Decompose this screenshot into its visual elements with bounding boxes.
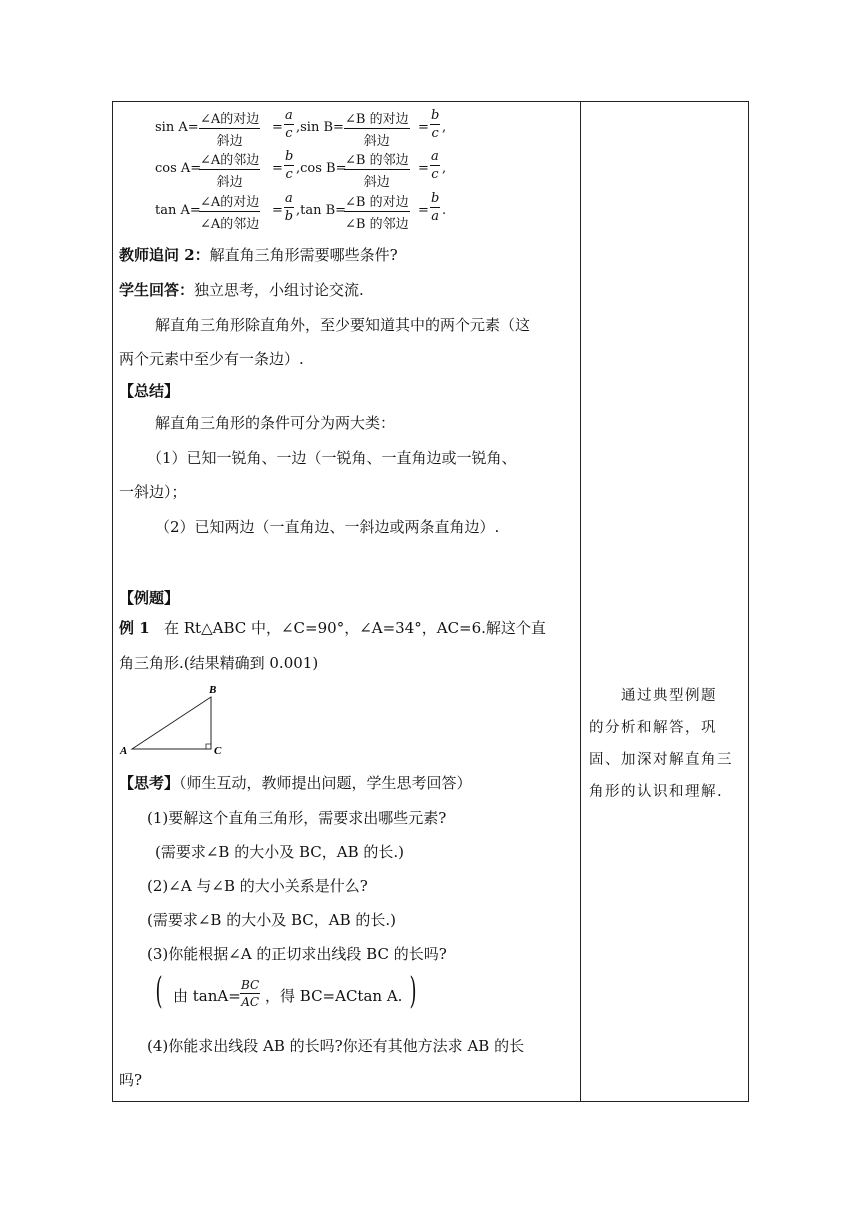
example1-line2: 角三角形.(结果精确到 0.001): [119, 654, 319, 672]
vertex-a-label: A: [120, 745, 128, 757]
example1-line1: 例 1 在 Rt△ABC 中，∠C=90°，∠A=34°，AC=6.解这个直: [119, 619, 546, 637]
para1-line1: 解直角三角形除直角外，至少要知道其中的两个元素（这: [155, 316, 531, 334]
cos-b-result: $\frac{a}{c}$: [431, 149, 439, 182]
paren-close: ): [409, 971, 417, 1012]
cos-a-result: $\frac{b}{c}$: [285, 149, 294, 182]
summary-item1-line1: （1）已知一锐角、一边（一锐角、一直角边或一锐角、: [147, 449, 517, 467]
think-heading: 【思考】（师生互动，教师提出问题，学生思考回答）: [119, 774, 472, 792]
sin-b-result: $\frac{b}{c}$: [431, 108, 440, 141]
tan-a-result: $\frac{a}{b}$: [284, 191, 294, 224]
side-note-line-3: 固、加深对解直角三: [589, 752, 733, 768]
side-note-line-4: 角形的认识和理解.: [589, 784, 724, 800]
summary-intro: 解直角三角形的条件可分为两大类：: [155, 414, 396, 432]
side-note-line-2: 的分析和解答，巩: [589, 720, 717, 736]
para1-line2: 两个元素中至少有一条边）.: [119, 350, 304, 368]
example-title: 【例题】: [119, 589, 180, 607]
answer-3-post: ，得 BC=ACtan A.: [265, 987, 403, 1005]
paren-open: (: [155, 971, 163, 1012]
sin-b-lhs: ,sin B=: [296, 120, 344, 135]
answer-2: (需要求∠B 的大小及 BC，AB 的长.): [147, 911, 397, 929]
sin-b-fraction: ∠B 的对边 斜边: [344, 108, 410, 149]
answer-3-fraction: $\frac{BC}{AC}$: [241, 978, 260, 1009]
right-angle-marker: [206, 744, 211, 749]
tan-a-lhs: tan A=: [155, 203, 201, 218]
cos-b-fraction: ∠B 的邻边 斜边: [344, 149, 410, 190]
tan-b-lhs: ,tan B=: [296, 203, 347, 218]
question-1: (1)要解这个直角三角形，需要求出哪些元素?: [147, 809, 447, 827]
side-note: [589, 680, 744, 808]
sin-a-result: $\frac{a}{c}$: [285, 108, 293, 141]
question-4-line1: (4)你能求出线段 AB 的长吗?你还有其他方法求 AB 的长: [147, 1037, 525, 1055]
question-4-line2: 吗?: [119, 1071, 143, 1089]
student-answer: 学生回答：独立思考，小组讨论交流.: [119, 281, 364, 299]
side-note-line-1: 通过典型例题: [621, 688, 717, 704]
sin-a-lhs: sin A=: [155, 120, 199, 135]
vertex-b-label: B: [209, 684, 217, 696]
triangle-abc: [132, 697, 211, 749]
summary-title: 【总结】: [119, 382, 180, 400]
sin-a-fraction: ∠A的对边 斜边: [199, 108, 260, 149]
teacher-question-2: 教师追问 2：解直角三角形需要哪些条件?: [119, 246, 398, 264]
cos-b-lhs: ,cos B=: [296, 161, 347, 176]
answer-3-pre: 由 tanA=: [173, 987, 241, 1005]
column-divider-1: [580, 101, 581, 1102]
tan-b-result: $\frac{b}{a}$: [431, 191, 440, 224]
triangle-figure: [118, 682, 228, 758]
question-2: (2)∠A 与∠B 的大小关系是什么?: [147, 877, 368, 895]
summary-item2: （2）已知两边（一直角边、一斜边或两条直角边）.: [155, 518, 500, 536]
tan-a-fraction: ∠A的对边 ∠A的邻边: [199, 191, 260, 232]
tan-b-fraction: ∠B 的对边 ∠B 的邻边: [344, 191, 410, 232]
cos-a-lhs: cos A=: [155, 161, 202, 176]
question-3: (3)你能根据∠A 的正切求出线段 BC 的长吗?: [147, 945, 447, 963]
vertex-c-label: C: [214, 745, 222, 757]
summary-item1-line2: 一斜边）；: [119, 483, 187, 501]
cos-a-fraction: ∠A的邻边 斜边: [199, 149, 260, 190]
answer-1: (需要求∠B 的大小及 BC，AB 的长.): [155, 843, 405, 861]
